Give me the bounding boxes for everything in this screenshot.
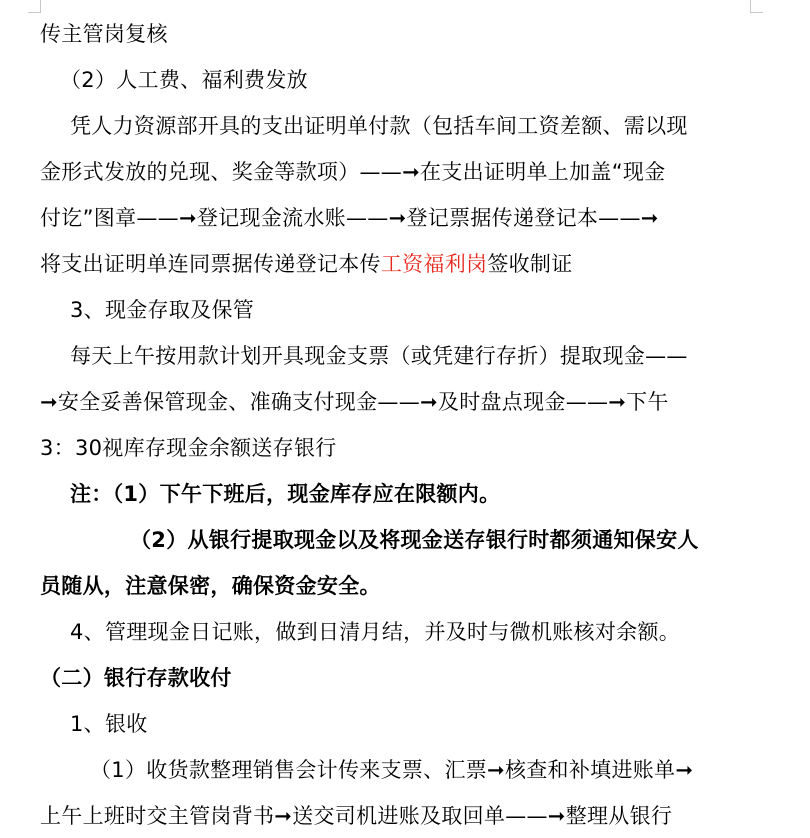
text-line: 金形式发放的兑现、奖金等款项）——➞在支出证明单上加盖“现金 xyxy=(40,160,666,184)
text-line: 付讫”图章——➞登记现金流水账——➞登记票据传递登记本——➞ xyxy=(40,206,659,230)
text-line: 每天上午按用款计划开具现金支票（或凭建行存折）提取现金—— xyxy=(70,344,688,368)
text-line: （1）收货款整理销售会计传来支票、汇票➞核查和补填进账单➞ xyxy=(90,758,694,782)
text-segment: 签收制证 xyxy=(487,252,573,276)
highlighted-text: 工资福利岗 xyxy=(380,252,488,276)
subsection-heading: 1、银收 xyxy=(70,712,148,736)
text-line: 凭人力资源部开具的支出证明单付款（包括车间工资差额、需以现 xyxy=(70,114,688,138)
note-line: 员随从，注意保密，确保资金安全。 xyxy=(40,574,381,598)
text-line: （2）人工费、福利费发放 xyxy=(60,68,308,92)
text-line: 4、管理现金日记账，做到日清月结，并及时与微机账核对余额。 xyxy=(70,620,681,644)
text-segment: 将支出证明单连同票据传递登记本传 xyxy=(40,252,381,276)
section-heading: 3、现金存取及保管 xyxy=(70,298,255,322)
note-line: （2）从银行提取现金以及将现金送存银行时都须通知保安人 xyxy=(130,528,699,552)
note-line: 注：（1）下午下班后，现金库存应在限额内。 xyxy=(70,482,501,506)
page-corner-mark-right xyxy=(750,0,763,13)
text-line: 上午上班时交主管岗背书➞送交司机进账及取回单——➞整理从银行 xyxy=(40,804,673,828)
text-line: 传主管岗复核 xyxy=(40,22,168,46)
text-line xyxy=(40,242,573,286)
text-line: 3：30视库存现金余额送存银行 xyxy=(40,436,337,460)
section-heading: （二）银行存款收付 xyxy=(40,666,232,690)
text-line: ➞安全妥善保管现金、准确支付现金——➞及时盘点现金——➞下午 xyxy=(40,390,669,414)
